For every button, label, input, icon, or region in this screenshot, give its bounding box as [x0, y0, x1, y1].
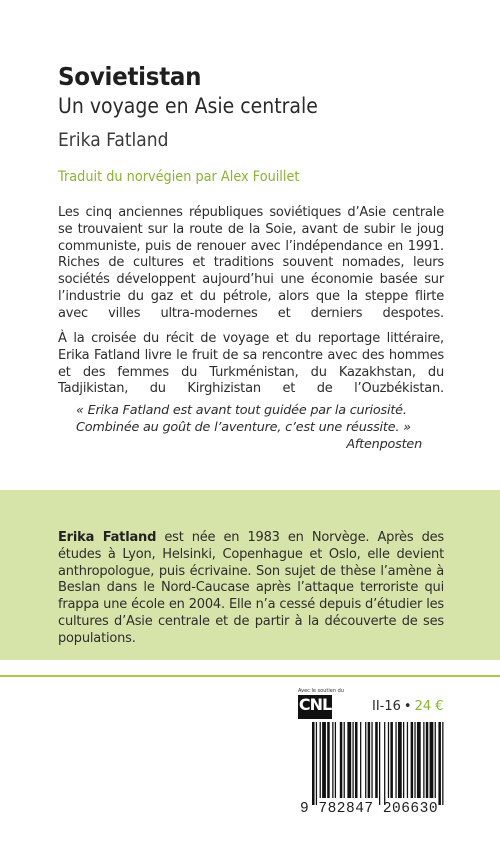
book-title: Sovietistan [58, 62, 202, 91]
summary-paragraph-2: À la croisée du récit de voyage et du reportage littéraire, Erika Fatland livre le fruit de sa rencontre avec des hommes et des femmes du Turkménistan, du Kazakhstan, du Tadjikistan, du Kirghizistan et de l’Ouzbékistan. [58, 331, 444, 397]
support-text: Avec le soutien du [298, 688, 344, 694]
book-subtitle: Un voyage en Asie centrale [58, 94, 318, 118]
author-bio [58, 530, 444, 648]
catalog-code: II-16 [372, 699, 401, 714]
cnl-logo: CNL [298, 695, 332, 719]
separator: • [403, 699, 412, 714]
press-quote [76, 402, 432, 453]
quote-source: Aftenposten [346, 437, 422, 452]
price-line [372, 699, 444, 714]
book-author: Erika Fatland [58, 129, 169, 151]
quote-text: « Erika Fatland est avant tout guidée par la curiosité. Combinée au goût de l’aventure, c’est une réussite. » [76, 403, 411, 435]
divider-line [0, 675, 500, 677]
price: 24 € [414, 699, 444, 714]
bio-author-name: Erika Fatland [58, 530, 157, 545]
translator-credit: Traduit du norvégien par Alex Fouillet [58, 169, 300, 185]
summary-paragraph-1: Les cinq anciennes républiques soviétiques d’Asie centrale se trouvaient sur la route de la Soie, avant de subir le joug communiste, puis de renouer avec l’indépendance en 1991. Riches de cultures et traditions souvent nomades, leurs sociétés développent aujourd’hui une économie basée sur l’industrie du gaz et du pétrole, alors que la steppe flirte avec villes ultra-modernes et derniers despotes. [58, 205, 444, 321]
isbn-number: 9 782847 206630 [300, 801, 439, 817]
cnl-logo-block [298, 688, 356, 719]
bio-text: est née en 1983 en Norvège. Après des études à Lyon, Helsinki, Copenhague et Oslo, elle devient anthropologue, puis écrivaine. Son sujet de thèse l’amène à Beslan dans le Nord-Caucase après l’attaque terroriste qui frappa une école en 2004. Elle n’a cessé depuis d’étudier les cultures d’Asie centrale et de partir à la découverte de ses populations. [58, 530, 444, 646]
barcode [312, 722, 446, 805]
